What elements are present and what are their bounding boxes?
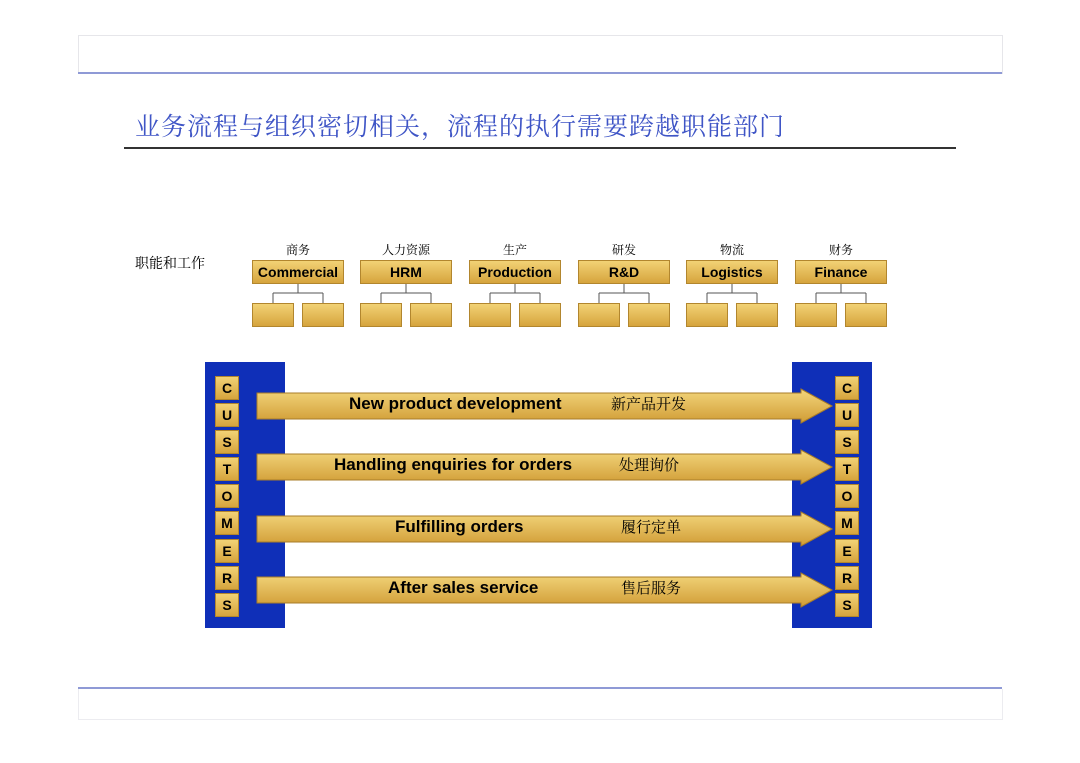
customers-letter: C [835, 376, 859, 400]
sub-unit-box [736, 303, 778, 327]
dept-rnd [578, 241, 670, 321]
sub-unit-box [628, 303, 670, 327]
customers-letter: T [835, 457, 859, 481]
org-connector [578, 284, 670, 304]
process-label-zh: 履行定单 [621, 518, 682, 536]
customers-letter: M [835, 511, 859, 535]
org-connector [469, 284, 561, 304]
customers-letter: U [215, 403, 239, 427]
sub-unit-box [360, 303, 402, 327]
dept-production [469, 241, 561, 321]
dept-zh-label: 人力资源 [381, 243, 430, 257]
dept-box: Logistics [686, 260, 778, 284]
functions-label: 职能和工作 [135, 256, 205, 272]
customers-letter: E [835, 539, 859, 563]
header-frame [78, 35, 1003, 74]
slide-title: 业务流程与组织密切相关，流程的执行需要跨越职能部门 [135, 112, 786, 141]
customers-column-right [835, 376, 859, 620]
sub-unit-box [302, 303, 344, 327]
customers-letter: T [215, 457, 239, 481]
customers-letter: O [215, 484, 239, 508]
process-label-zh: 新产品开发 [611, 395, 687, 413]
dept-zh-label: 财务 [828, 243, 853, 257]
process-arrow-new-product [255, 388, 835, 428]
process-arrow-enquiries [255, 449, 835, 489]
footer-frame [78, 689, 1003, 720]
org-connector [252, 284, 344, 304]
process-label-en: Handling enquiries for orders [334, 455, 573, 474]
dept-zh-label: 物流 [719, 243, 744, 257]
process-arrow-after-sales [255, 572, 835, 612]
sub-unit-box [795, 303, 837, 327]
customers-letter: U [835, 403, 859, 427]
sub-unit-box [410, 303, 452, 327]
dept-commercial [252, 241, 344, 321]
org-connector [360, 284, 452, 304]
title-underline [124, 147, 956, 149]
sub-unit-box [845, 303, 887, 327]
customers-column-left [215, 376, 239, 620]
dept-box: Production [469, 260, 561, 284]
customers-letter: C [215, 376, 239, 400]
dept-hrm [360, 241, 452, 321]
dept-logistics [686, 241, 778, 321]
customers-letter: S [835, 430, 859, 454]
sub-unit-box [469, 303, 511, 327]
process-label-zh: 处理询价 [619, 456, 680, 474]
customers-letter: R [835, 566, 859, 590]
org-connector [686, 284, 778, 304]
dept-box: HRM [360, 260, 452, 284]
arrow-shape [255, 511, 835, 551]
dept-box: Finance [795, 260, 887, 284]
arrow-shape [255, 572, 835, 612]
sub-unit-box [519, 303, 561, 327]
process-label-en: Fulfilling orders [395, 517, 524, 536]
customers-letter: R [215, 566, 239, 590]
dept-finance [795, 241, 887, 321]
customers-letter: M [215, 511, 239, 535]
dept-zh-label: 生产 [502, 243, 527, 257]
customers-letter: S [215, 593, 239, 617]
org-connector [795, 284, 887, 304]
sub-unit-box [252, 303, 294, 327]
customers-letter: S [215, 430, 239, 454]
customers-letter: E [215, 539, 239, 563]
customers-letter: S [835, 593, 859, 617]
dept-box: Commercial [252, 260, 344, 284]
sub-unit-box [686, 303, 728, 327]
process-label-en: New product development [349, 394, 562, 413]
dept-box: R&D [578, 260, 670, 284]
header-rule [78, 72, 1002, 74]
process-label-zh: 售后服务 [621, 579, 682, 597]
dept-zh-label: 研发 [611, 243, 636, 257]
dept-zh-label: 商务 [285, 243, 310, 257]
sub-unit-box [578, 303, 620, 327]
process-arrow-fulfilling [255, 511, 835, 551]
customers-letter: O [835, 484, 859, 508]
process-label-en: After sales service [388, 578, 539, 597]
